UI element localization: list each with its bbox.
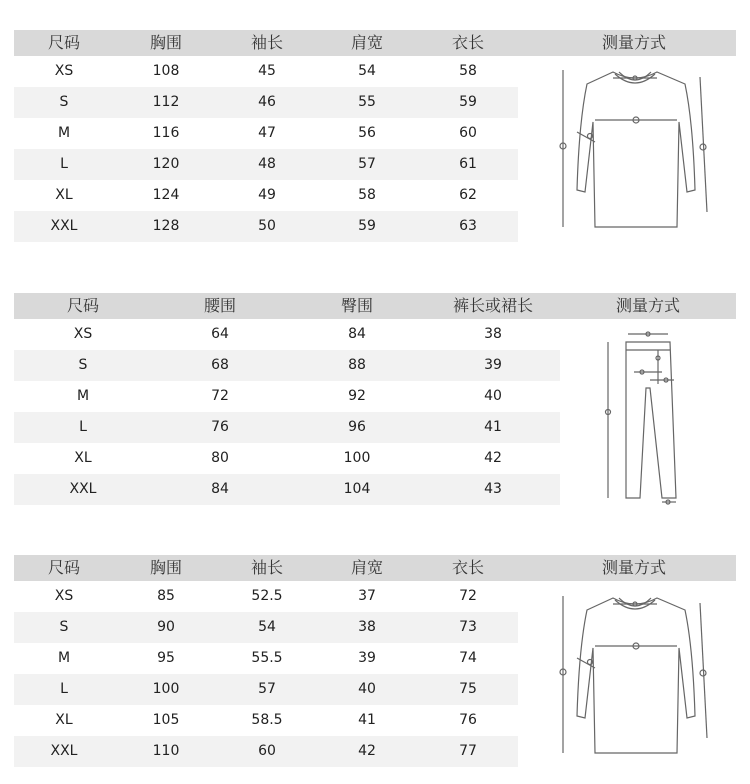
table-row — [14, 350, 560, 381]
table-header — [14, 555, 736, 581]
cell-shoulder: 59 — [358, 218, 376, 234]
cell-size: XS — [54, 588, 74, 604]
cell-length: 62 — [459, 187, 477, 203]
table-row — [14, 412, 560, 443]
cell-sleeve: 48 — [258, 156, 276, 172]
table-row — [14, 736, 518, 767]
cell-waist: 76 — [211, 419, 229, 435]
cell-sleeve: 50 — [258, 218, 276, 234]
cell-size: XXL — [50, 743, 78, 759]
table-header — [14, 293, 736, 319]
cell-length: 74 — [459, 650, 477, 666]
cell-length: 76 — [459, 712, 477, 728]
cell-chest: 85 — [157, 588, 175, 604]
cell-size: XL — [55, 712, 73, 728]
header-waist: 腰围 — [203, 296, 236, 315]
table-header — [14, 30, 736, 56]
cell-chest: 110 — [152, 743, 180, 759]
cell-pants-length: 43 — [484, 481, 502, 497]
cell-pants-length: 38 — [484, 326, 502, 342]
cell-sleeve: 54 — [258, 619, 276, 635]
cell-size: M — [76, 388, 90, 404]
cell-pants-length: 42 — [484, 450, 502, 466]
cell-sleeve: 60 — [258, 743, 276, 759]
cell-hip: 96 — [348, 419, 366, 435]
table-row — [14, 581, 518, 612]
cell-chest: 90 — [157, 619, 175, 635]
cell-shoulder: 38 — [358, 619, 376, 635]
cell-hip: 100 — [343, 450, 371, 466]
cell-hip: 104 — [343, 481, 371, 497]
cell-pants-length: 39 — [484, 357, 502, 373]
header-shoulder: 肩宽 — [350, 558, 383, 577]
cell-hip: 84 — [348, 326, 366, 342]
header-length: 衣长 — [451, 33, 484, 52]
cell-chest: 95 — [157, 650, 175, 666]
cell-chest: 128 — [152, 218, 180, 234]
cell-chest: 120 — [152, 156, 180, 172]
table-row — [14, 319, 560, 350]
cell-length: 72 — [459, 588, 477, 604]
pants-measurement-diagram — [598, 328, 688, 506]
table-row — [14, 149, 518, 180]
cell-shoulder: 54 — [358, 63, 376, 79]
cell-shoulder: 58 — [358, 187, 376, 203]
header-measure-method: 测量方式 — [601, 558, 666, 577]
cell-shoulder: 37 — [358, 588, 376, 604]
header-length: 衣长 — [451, 558, 484, 577]
cell-length: 77 — [459, 743, 477, 759]
table-row — [14, 381, 560, 412]
table-row — [14, 180, 518, 211]
cell-size: M — [57, 650, 71, 666]
header-shoulder: 肩宽 — [350, 33, 383, 52]
cell-sleeve: 49 — [258, 187, 276, 203]
table-row — [14, 612, 518, 643]
top-measurement-diagram-2 — [555, 588, 715, 758]
header-measure-method: 测量方式 — [615, 296, 680, 315]
cell-sleeve: 47 — [258, 125, 276, 141]
cell-shoulder: 41 — [358, 712, 376, 728]
cell-size: XXL — [69, 481, 97, 497]
cell-sleeve: 52.5 — [251, 588, 283, 604]
cell-chest: 124 — [152, 187, 180, 203]
cell-length: 60 — [459, 125, 477, 141]
cell-size: L — [60, 681, 68, 697]
cell-shoulder: 55 — [358, 94, 376, 110]
cell-shoulder: 42 — [358, 743, 376, 759]
cell-length: 58 — [459, 63, 477, 79]
cell-size: S — [59, 619, 69, 635]
cell-size: L — [60, 156, 68, 172]
cell-shoulder: 40 — [358, 681, 376, 697]
table-row — [14, 211, 518, 242]
cell-shoulder: 57 — [358, 156, 376, 172]
cell-waist: 68 — [211, 357, 229, 373]
header-size: 尺码 — [47, 33, 80, 52]
header-pants-length: 裤长或裙长 — [452, 296, 533, 315]
header-sleeve: 袖长 — [250, 33, 283, 52]
cell-hip: 92 — [348, 388, 366, 404]
cell-size: XS — [54, 63, 74, 79]
cell-shoulder: 39 — [358, 650, 376, 666]
cell-sleeve: 57 — [258, 681, 276, 697]
table-row — [14, 118, 518, 149]
cell-pants-length: 41 — [484, 419, 502, 435]
header-hip: 臀围 — [340, 296, 373, 315]
header-size: 尺码 — [66, 296, 99, 315]
header-size: 尺码 — [47, 558, 80, 577]
table-row — [14, 674, 518, 705]
cell-sleeve: 55.5 — [251, 650, 283, 666]
table-row — [14, 443, 560, 474]
cell-length: 75 — [459, 681, 477, 697]
cell-length: 59 — [459, 94, 477, 110]
cell-waist: 64 — [211, 326, 229, 342]
cell-chest: 116 — [152, 125, 180, 141]
cell-length: 63 — [459, 218, 477, 234]
cell-chest: 112 — [152, 94, 180, 110]
cell-size: M — [57, 125, 71, 141]
cell-size: XXL — [50, 218, 78, 234]
header-sleeve: 袖长 — [250, 558, 283, 577]
cell-sleeve: 46 — [258, 94, 276, 110]
cell-shoulder: 56 — [358, 125, 376, 141]
table-row — [14, 705, 518, 736]
header-measure-method: 测量方式 — [601, 33, 666, 52]
cell-size: XL — [74, 450, 92, 466]
cell-sleeve: 58.5 — [251, 712, 283, 728]
cell-waist: 80 — [211, 450, 229, 466]
header-chest: 胸围 — [149, 33, 182, 52]
cell-length: 61 — [459, 156, 477, 172]
cell-waist: 84 — [211, 481, 229, 497]
cell-chest: 108 — [152, 63, 180, 79]
cell-chest: 105 — [152, 712, 180, 728]
cell-length: 73 — [459, 619, 477, 635]
cell-size: S — [59, 94, 69, 110]
table-row — [14, 87, 518, 118]
cell-size: L — [79, 419, 87, 435]
cell-size: S — [78, 357, 88, 373]
cell-chest: 100 — [152, 681, 180, 697]
cell-waist: 72 — [211, 388, 229, 404]
cell-sleeve: 45 — [258, 63, 276, 79]
cell-size: XL — [55, 187, 73, 203]
cell-hip: 88 — [348, 357, 366, 373]
top-measurement-diagram-1 — [555, 62, 715, 232]
table-row — [14, 643, 518, 674]
table-row — [14, 56, 518, 87]
table-row — [14, 474, 560, 505]
header-chest: 胸围 — [149, 558, 182, 577]
cell-pants-length: 40 — [484, 388, 502, 404]
cell-size: XS — [73, 326, 93, 342]
